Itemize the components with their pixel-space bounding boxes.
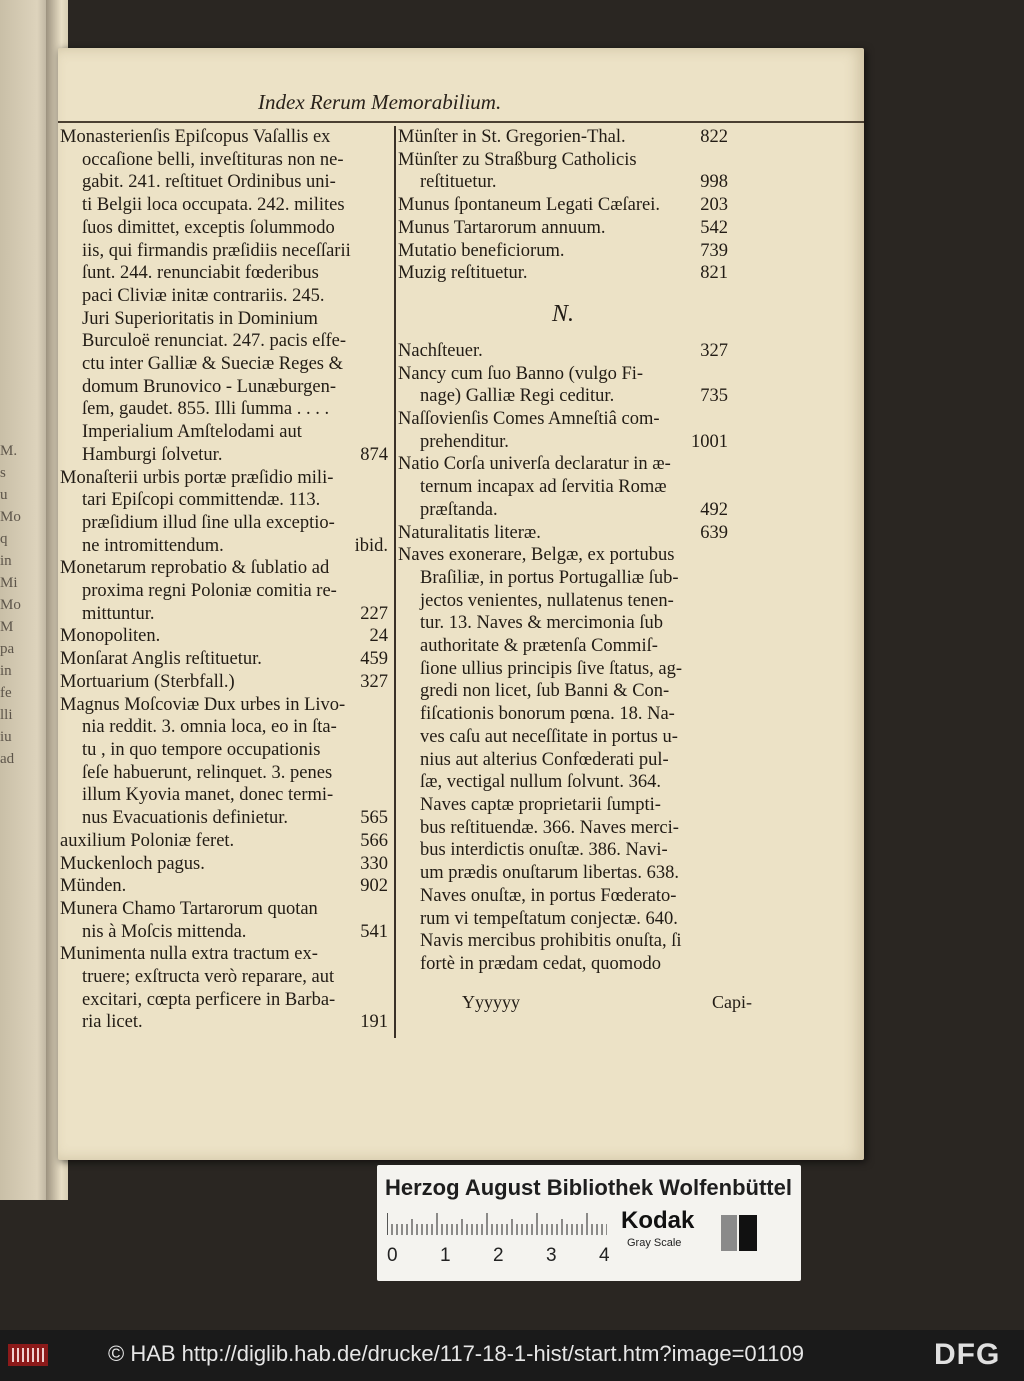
entry-text: authoritate & prætenſa Commiſ- — [420, 636, 658, 657]
entry-line — [398, 908, 728, 931]
entry-text: ſeſe habuerunt, relinquet. 3. penes — [82, 762, 333, 783]
right-column-bottom-entries — [398, 340, 728, 976]
entry-line — [60, 421, 388, 444]
entry-line — [60, 898, 388, 921]
entry-line — [60, 240, 388, 263]
entry-text: Juri Superioritatis in Dominium — [82, 308, 318, 329]
entry-line — [398, 953, 728, 976]
black-swatch — [739, 1215, 757, 1251]
entry-text: gredi non licet, ſub Banni & Con- — [420, 681, 670, 702]
page-number: 327 — [700, 340, 728, 361]
index-entry — [60, 126, 388, 467]
entry-text: Naves exonerare, Belgæ, ex portubus — [398, 545, 675, 566]
library-name: Herzog August Bibliothek Wolfenbüttel — [385, 1175, 792, 1200]
entry-text: præſidium illud ſine ulla exceptio- — [82, 512, 335, 533]
page-number: 639 — [700, 522, 728, 543]
ruler-number: 3 — [546, 1245, 557, 1266]
index-entry — [398, 240, 728, 263]
entry-text: illum Kyovia manet, donec termi- — [82, 785, 334, 806]
entry-text: tur. 13. Naves & mercimonia ſub — [420, 613, 664, 634]
page-number: 203 — [700, 195, 728, 216]
page-footer — [462, 992, 752, 1013]
entry-line — [398, 499, 728, 522]
index-entry — [60, 671, 388, 694]
entry-line — [398, 680, 728, 703]
entry-line — [398, 262, 728, 285]
entry-line — [398, 149, 728, 172]
entry-text: fortè in prædam cedat, quomodo — [420, 953, 661, 974]
index-entry — [398, 522, 728, 545]
entry-text: Monasterienſis Epiſcopus Vaſallis ex — [60, 127, 331, 147]
entry-line — [398, 171, 728, 194]
entry-text: tu , in quo tempore occupationis — [82, 739, 321, 760]
entry-line — [398, 703, 728, 726]
page-number: 874 — [360, 444, 388, 465]
entry-text: ne intromittendum. — [82, 535, 224, 556]
entry-line — [60, 739, 388, 762]
entry-text: ctu inter Galliæ & Sueciæ Reges & — [82, 354, 344, 375]
page-number: 821 — [700, 263, 728, 284]
entry-text: nius aut alterius Confœderati pul- — [420, 749, 669, 770]
entry-text: Muckenloch pagus. — [60, 853, 205, 874]
entry-text: Navis mercibus prohibitis onuſta, ſi — [420, 931, 682, 952]
gray-scale-label: Gray Scale — [627, 1237, 682, 1249]
entry-line — [398, 340, 728, 363]
left-column — [60, 126, 388, 1034]
entry-line — [60, 194, 388, 217]
entry-line — [398, 126, 728, 149]
entry-line — [398, 522, 728, 545]
entry-text: prehenditur. — [420, 431, 509, 452]
entry-line — [60, 535, 388, 558]
index-entry — [60, 830, 388, 853]
entry-line — [60, 671, 388, 694]
entry-text: nage) Galliæ Regi ceditur. — [420, 386, 615, 407]
entry-line — [398, 544, 728, 567]
entry-text: occaſione belli, inveſtituras non ne- — [82, 149, 344, 170]
entry-line — [398, 567, 728, 590]
page-number: 739 — [700, 240, 728, 261]
entry-text: reſtituetur. — [420, 172, 497, 193]
entry-text: proxima regni Poloniæ comitia re- — [82, 581, 337, 602]
page-number: 541 — [360, 921, 388, 942]
entry-line — [398, 408, 728, 431]
entry-line — [60, 557, 388, 580]
entry-line — [398, 194, 728, 217]
entry-line — [60, 966, 388, 989]
entry-line — [60, 830, 388, 853]
index-entry — [60, 557, 388, 625]
ruler-number: 2 — [493, 1245, 504, 1266]
running-head: Index Rerum Memorabilium. — [258, 90, 502, 114]
entry-text: truere; exſtructa verò reparare, aut — [82, 967, 335, 988]
entry-line — [398, 839, 728, 862]
entry-line — [398, 930, 728, 953]
entry-text: ria licet. — [82, 1012, 143, 1033]
entry-text: Hamburgi ſolvetur. — [82, 444, 223, 465]
index-entry — [398, 453, 728, 521]
page-number: 492 — [700, 499, 728, 520]
entry-line — [398, 862, 728, 885]
index-entry — [398, 363, 728, 408]
entry-line — [398, 363, 728, 386]
entry-line — [60, 603, 388, 626]
index-entry — [60, 648, 388, 671]
page-number: 735 — [700, 386, 728, 407]
entry-text: Monaſterii urbis portæ præſidio mili- — [60, 467, 334, 488]
entry-text: Naves captæ proprietarii ſumpti- — [420, 794, 661, 815]
entry-text: Naturalitatis literæ. — [398, 522, 541, 543]
right-column — [398, 126, 728, 976]
entry-line — [60, 694, 388, 717]
entry-text: domum Brunovico - Lunæburgen- — [82, 376, 337, 397]
entry-text: bus reſtituendæ. 366. Naves merci- — [420, 817, 679, 838]
entry-text: Nancy cum ſuo Banno (vulgo Fi- — [398, 363, 644, 384]
entry-line — [398, 612, 728, 635]
entry-text: ternum incapax ad ſervitia Romæ — [420, 477, 667, 498]
entry-text: Braſiliæ, in portus Portugalliæ ſub- — [420, 567, 679, 588]
page-number: 566 — [360, 830, 388, 851]
entry-text: ti Belgii loca occupata. 242. milites — [82, 195, 345, 216]
entry-text: Imperialium Amſtelodami aut — [82, 422, 302, 443]
entry-line — [60, 149, 388, 172]
entry-text: Burculoë renunciat. 247. pacis eſfe- — [82, 331, 347, 352]
index-entry — [398, 126, 728, 149]
entry-line — [60, 762, 388, 785]
page-number: 327 — [360, 671, 388, 692]
index-entry — [398, 149, 728, 194]
entry-text: iis, qui firmandis præſidiis neceſſarii — [82, 240, 351, 261]
entry-line — [60, 716, 388, 739]
entry-line — [398, 240, 728, 263]
entry-text: Mutatio beneficiorum. — [398, 240, 565, 261]
page-number: ibid. — [354, 535, 388, 556]
entry-line — [398, 726, 728, 749]
entry-line — [398, 635, 728, 658]
entry-line — [60, 330, 388, 353]
entry-text: nis à Moſcis mittenda. — [82, 921, 247, 942]
entry-line — [60, 625, 388, 648]
ruler-number: 0 — [387, 1245, 398, 1266]
entry-line — [60, 853, 388, 876]
entry-line — [398, 590, 728, 613]
previous-page-text-fragments: M. s u Mo q in Mi Mo M pa in fe lli iu ad — [0, 443, 21, 767]
ruler-scale — [387, 1213, 607, 1235]
entry-text: gabit. 241. reſtituet Ordinibus uni- — [82, 172, 336, 193]
entry-text: Münſter zu Straßburg Catholicis — [398, 149, 637, 170]
entry-text: um prædis onuſtarum libertas. 638. — [420, 863, 679, 884]
entry-line — [398, 749, 728, 772]
entry-text: auxilium Poloniæ feret. — [60, 830, 235, 851]
entry-line — [398, 385, 728, 408]
entry-line — [398, 658, 728, 681]
index-entry — [398, 340, 728, 363]
entry-text: Nachſteuer. — [398, 340, 483, 361]
page-number: 565 — [360, 808, 388, 829]
entry-text: Monetarum reprobatio & ſublatio ad — [60, 558, 330, 579]
column-divider — [394, 126, 396, 1038]
page-number: 191 — [360, 1012, 388, 1033]
entry-text: præſtanda. — [420, 499, 498, 520]
header-rule — [58, 121, 864, 123]
entry-text: nus Evacuationis definietur. — [82, 808, 289, 829]
entry-line — [398, 794, 728, 817]
entry-text: Munera Chamo Tartarorum quotan — [60, 898, 318, 919]
entry-line — [60, 512, 388, 535]
entry-text: excitari, cœpta perficere in Barba- — [82, 989, 336, 1010]
entry-line — [398, 885, 728, 908]
index-entry — [398, 194, 728, 217]
dfg-logo: DFG — [934, 1338, 1001, 1371]
entry-line — [60, 1011, 388, 1034]
entry-line — [60, 648, 388, 671]
entry-text: Muzig reſtituetur. — [398, 263, 528, 284]
page-number: 902 — [360, 876, 388, 897]
entry-text: Monopoliten. — [60, 626, 161, 647]
index-entry — [398, 217, 728, 240]
page-number: 330 — [360, 853, 388, 874]
entry-line — [60, 353, 388, 376]
entry-line — [60, 285, 388, 308]
entry-text: Munus Tartarorum annuum. — [398, 217, 606, 238]
index-entry — [60, 625, 388, 648]
entry-text: Monſarat Anglis reſtituetur. — [60, 649, 262, 670]
signature-mark: Yyyyyy — [462, 992, 520, 1012]
section-letter: N. — [551, 300, 574, 327]
book-page — [58, 48, 864, 1160]
page-number: 542 — [700, 217, 728, 238]
copyright-link[interactable]: © HAB http://diglib.hab.de/drucke/117-18-1-hist/start.htm?image=01109 — [108, 1341, 804, 1366]
entry-text: Munus ſpontaneum Legati Cæſarei. — [398, 195, 661, 216]
entry-text: Münſter in St. Gregorien-Thal. — [398, 127, 626, 147]
entry-text: mittuntur. — [82, 603, 155, 624]
index-entry — [398, 544, 728, 975]
entry-line — [60, 376, 388, 399]
ruler-number: 1 — [440, 1245, 451, 1266]
catchword: Capi- — [712, 992, 752, 1012]
entry-line — [60, 580, 388, 603]
entry-text: fiſcationis bonorum pœna. 18. Na- — [420, 704, 675, 725]
page-number: 459 — [360, 649, 388, 670]
entry-text: bus interdictis onuſtæ. 386. Navi- — [420, 840, 668, 861]
entry-line — [60, 126, 388, 149]
viewer-footer-bar — [0, 1330, 1024, 1381]
entry-line — [60, 784, 388, 807]
entry-text: nia reddit. 3. omnia loca, eo in ſta- — [82, 717, 337, 738]
index-entry — [60, 694, 388, 830]
entry-line — [398, 771, 728, 794]
entry-line — [60, 875, 388, 898]
entry-text: ves caſu aut neceſſitate in portus u- — [420, 726, 678, 747]
hab-logo-icon — [8, 1340, 48, 1370]
index-entry — [60, 875, 388, 898]
page-number: 1001 — [691, 431, 728, 452]
entry-text: Münden. — [60, 876, 127, 897]
index-entry — [60, 467, 388, 558]
entry-line — [60, 217, 388, 240]
entry-text: tari Epiſcopi committendæ. 113. — [82, 490, 321, 511]
entry-text: Naves onuſtæ, in portus Fœderato- — [420, 885, 677, 906]
index-entry — [60, 943, 388, 1034]
entry-text: paci Cliviæ initæ contrariis. 245. — [82, 285, 325, 306]
entry-line — [60, 489, 388, 512]
entry-line — [398, 476, 728, 499]
entry-line — [60, 807, 388, 830]
entry-line — [60, 308, 388, 331]
index-entry — [60, 853, 388, 876]
kodak-brand: Kodak — [621, 1207, 695, 1234]
entry-text: jectos venientes, nullatenus tenen- — [420, 590, 674, 611]
entry-line — [398, 431, 728, 454]
library-color-card — [377, 1165, 801, 1281]
entry-line — [60, 444, 388, 467]
entry-text: ſunt. 244. renunciabit fœderibus — [82, 263, 319, 284]
entry-text: ſuos dimittet, exceptis ſolummodo — [82, 217, 335, 238]
right-column-top-entries — [398, 126, 728, 285]
page-number: 227 — [360, 603, 388, 624]
entry-line — [398, 217, 728, 240]
gray-swatch — [721, 1215, 737, 1251]
entry-line — [398, 453, 728, 476]
entry-text: Naſſovienſis Comes Amneſtiâ com- — [398, 409, 660, 430]
index-entry — [398, 262, 728, 285]
page-number: 822 — [700, 127, 728, 147]
entry-text: rum vi tempeſtatum conjectæ. 640. — [420, 908, 678, 929]
page-number: 24 — [369, 626, 388, 647]
index-entry — [398, 408, 728, 453]
entry-text: ſione ullius principis ſive ſtatus, ag- — [420, 658, 683, 679]
entry-text: ſem, gaudet. 855. Illi ſumma . . . . — [82, 399, 330, 420]
page-number: 998 — [700, 172, 728, 193]
entry-text: Mortuarium (Sterbfall.) — [60, 671, 235, 692]
entry-line — [60, 989, 388, 1012]
entry-line — [60, 467, 388, 490]
entry-line — [60, 398, 388, 421]
entry-text: Magnus Moſcoviæ Dux urbes in Livo- — [60, 694, 346, 715]
entry-line — [60, 921, 388, 944]
index-entry — [60, 898, 388, 943]
entry-line — [398, 817, 728, 840]
entry-line — [60, 943, 388, 966]
entry-line — [60, 171, 388, 194]
ruler-number: 4 — [599, 1245, 610, 1266]
entry-line — [60, 262, 388, 285]
entry-text: ſæ, vectigal nullum ſolvunt. 364. — [420, 772, 661, 793]
entry-text: Natio Corſa univerſa declaratur in æ- — [398, 454, 671, 475]
entry-text: Munimenta nulla extra tractum ex- — [60, 944, 318, 965]
